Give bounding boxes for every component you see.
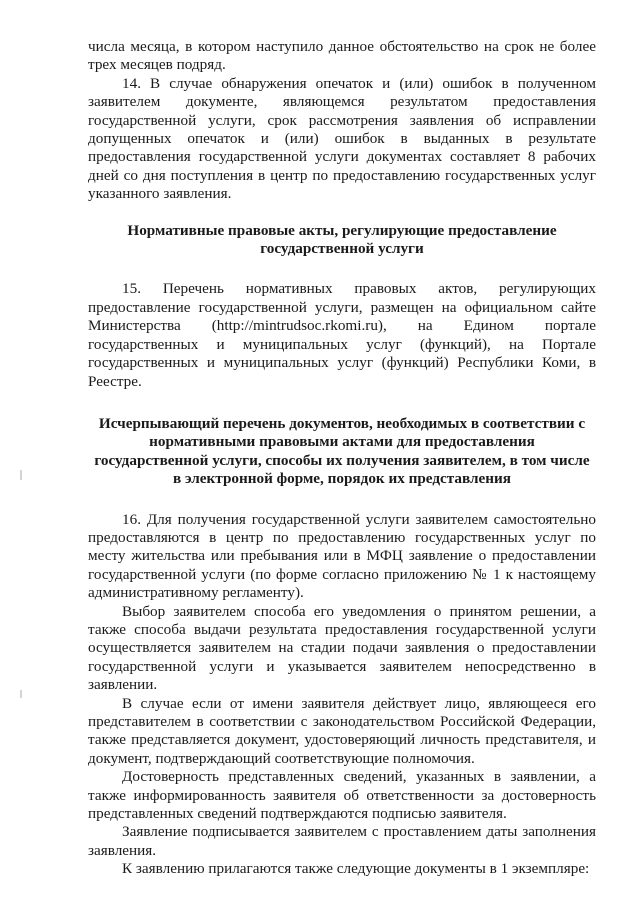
heading-normative-acts: Нормативные правовые акты, регулирующие предоставление государственной услуги <box>127 221 557 258</box>
paragraph-continued: числа месяца, в котором наступило данное обстоятельство на срок не более трех месяцев подряд. <box>88 38 596 74</box>
paragraph-15: 15. Перечень нормативных правовых актов, регулирующих предоставление государственной услуги, размещен на официальном сайте Министерства (http://mintrudsoc.rkomi.ru), на Едином портале государственных и муниципальных услуг (функций), на Портале государственных и муниципальных услуг (функций) Республики Коми, в Реестре. <box>88 280 596 390</box>
margin-mark <box>20 470 22 480</box>
spacer <box>88 391 596 415</box>
paragraph-16-signature: Заявление подписывается заявителем с проставлением даты заполнения заявления. <box>88 823 596 859</box>
margin-mark <box>20 690 22 698</box>
spacer <box>88 258 596 280</box>
paragraph-16-method: Выбор заявителем способа его уведомления о принятом решении, а также способа выдачи результата предоставления государственной услуги осуществляется заявителем на стадии подачи заявления о предоставлении государственной услуги и указывается заявителем непосредственно в заявлении. <box>88 602 596 694</box>
paragraph-14: 14. В случае обнаружения опечаток и (или) ошибок в полученном заявителем документе, являющемся результатом предоставления государственной услуги, срок рассмотрения заявления об исправлении допущенных опечаток и (или) ошибок в выданных в результате предоставления государственной услуги документах составляет 8 рабочих дней со дня поступления в центр по предоставлению государственных услуг указанного заявления. <box>88 74 596 203</box>
spacer <box>88 204 596 222</box>
paragraph-16-reliability: Достоверность представленных сведений, указанных в заявлении, а также информированность заявителя об ответственности за достоверность представленных сведений подтверждаются подписью заявителя. <box>88 768 596 823</box>
spacer <box>88 489 596 511</box>
paragraph-16: 16. Для получения государственной услуги заявителем самостоятельно предоставляются в центр по предоставлению государственных услуг по месту жительства или пребывания или в МФЦ заявление о предоставлении государственной услуги (по форме согласно приложению № 1 к настоящему административному регламенту). <box>88 510 596 602</box>
paragraph-16-attachments: К заявлению прилагаются также следующие документы в 1 экземпляре: <box>122 860 590 878</box>
document-page <box>88 38 596 879</box>
paragraph-16-representative: В случае если от имени заявителя действует лицо, являющееся его представителем в соответствии с законодательством Российской Федерации, также представляется документ, удостоверяющий личность представителя, и документ, подтверждающий соответствующие полномочия. <box>88 694 596 767</box>
heading-documents-list: Исчерпывающий перечень документов, необходимых в соответствии с нормативными правовыми актами для предоставления государственной услуги, способы их получения заявителем, в том числе в электронной форме, порядок их представления <box>94 414 590 488</box>
